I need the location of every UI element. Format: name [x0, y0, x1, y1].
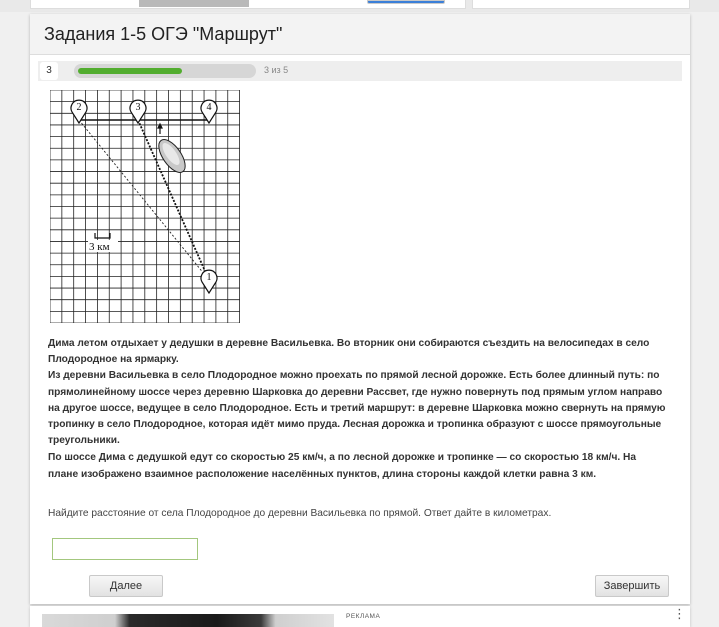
marker-1: [201, 270, 217, 293]
route-map: [50, 90, 240, 323]
previous-card-image: [139, 0, 249, 7]
previous-card-left: [30, 0, 466, 9]
page-title: Задания 1-5 ОГЭ "Маршрут": [44, 24, 283, 44]
task-card: [30, 14, 690, 604]
marker-label-1: 1: [206, 272, 212, 283]
tree-icon: [158, 124, 162, 134]
problem-paragraph: Дима летом отдыхает у дедушки в деревне Васильевка. Во вторник они собираются съездить на велосипедах в село Плодородное на ярмарку.: [48, 338, 650, 366]
next-button[interactable]: Далее: [89, 575, 163, 597]
scale-label: 3 км: [89, 241, 110, 253]
marker-label-4: 4: [206, 102, 212, 113]
previous-card-right: [472, 0, 690, 9]
progress-row: [38, 61, 682, 81]
more-vertical-icon[interactable]: ⋮: [673, 606, 686, 621]
forest-path-line: [79, 120, 209, 280]
card-header: [30, 14, 690, 55]
step-badge: 3: [40, 62, 58, 80]
progress-fill: [78, 68, 182, 74]
problem-paragraph: Из деревни Васильевка в село Плодородное можно проехать по прямой лесной дорожке. Есть более длинный путь: по прямолинейному шоссе через деревню Шарковка до деревни Рассвет, где нужно повернуть под прямым углом направо на другое шоссе, ведущее в село Плодородное. Есть и третий маршрут: в деревне Шарковка можно свернуть на прямую тропинку в село Плодородное, которая идёт мимо пруда. Лесная дорожка и тропинка образуют с шоссе прямоугольные треугольники.: [48, 370, 666, 447]
progress-text: 3 из 5: [264, 65, 289, 75]
answer-input[interactable]: [52, 538, 198, 560]
marker-label-2: 2: [76, 102, 82, 113]
finish-button[interactable]: Завершить: [595, 575, 669, 597]
route-map-svg: [50, 90, 240, 323]
marker-label-3: 3: [135, 102, 141, 113]
previous-card-button[interactable]: [367, 0, 445, 4]
ad-label: РЕКЛАМА: [346, 613, 381, 620]
problem-text: [48, 336, 668, 483]
problem-paragraph: По шоссе Дима с дедушкой едут со скоростью 25 км/ч, а по лесной дорожке и тропинке — со скоростью 18 км/ч. На плане изображено взаимное расположение населённых пунктов, длина стороны каждой клетки равна 3 км.: [48, 452, 637, 480]
progress-bar: [74, 64, 256, 78]
question-text: Найдите расстояние от села Плодородное до деревни Васильевка по прямой. Ответ дайте в километрах.: [48, 508, 552, 519]
ad-image[interactable]: [42, 614, 334, 627]
ad-card: [30, 606, 690, 627]
